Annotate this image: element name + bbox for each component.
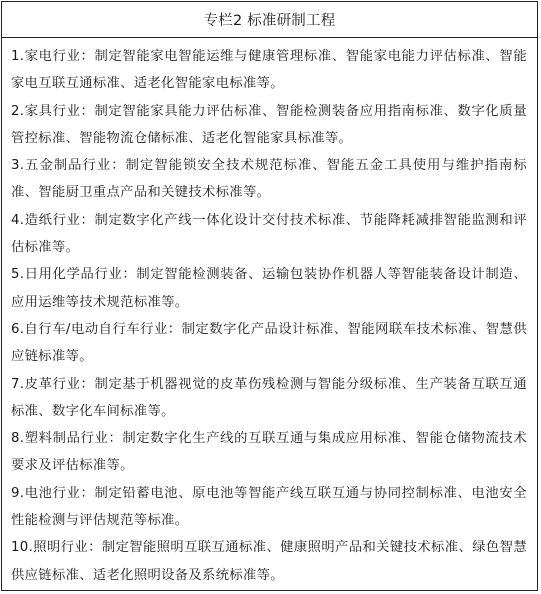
- list-item-lighting: 10.照明行业：制定智能照明互联互通标准、健康照明产品和关键技术标准、绿色智慧供应链标准、适老化照明设备及系统标准等。: [11, 540, 527, 583]
- list-item-bicycles: 6.自行车/电动自行车行业：制定数字化产品设计标准、智能网联车技术标准、智慧供应链标准等。: [11, 321, 527, 365]
- list-item-appliances: 1.家电行业：制定智能家电智能运维与健康管理标准、智能家电能力评估标准、智能家电互联互通标准、适老化智能家电标准等。: [11, 49, 527, 92]
- list-item-furniture: 2.家具行业：制定智能家具能力评估标准、智能检测装备应用指南标准、数字化质量管控标准、智能物流仓储标准、适老化智能家具标准等。: [11, 103, 527, 146]
- list-item-leather: 7.皮革行业：制定基于机器视觉的皮革伤残检测与智能分级标准、生产装备互联互通标准、数字化车间标准等。: [11, 376, 527, 419]
- standards-box: [1, 1, 538, 591]
- list-item-hardware: 3.五金制品行业：制定智能锁安全技术规范标准、智能五金工具使用与维护指南标准、智能厨卫重点产品和关键技术标准等。: [11, 158, 527, 201]
- list-item-daily-chemicals: 5.日用化学品行业：制定智能检测装备、运输包装协作机器人等智能装备设计制造、应用运维等技术规范标准等。: [11, 267, 527, 310]
- list-item-plastics: 8.塑料制品行业：制定数字化生产线的互联互通与集成应用标准、智能仓储物流技术要求及评估标准等。: [11, 431, 527, 474]
- item-list: [2, 38, 537, 589]
- box-title: 专栏2 标准研制工程: [2, 2, 537, 38]
- list-item-batteries: 9.电池行业：制定铅蓄电池、原电池等智能产线互联互通与协同控制标准、电池安全性能检测与评估规范等标准。: [11, 485, 527, 529]
- list-item-papermaking: 4.造纸行业：制定数字化产线一体化设计交付技术标准、节能降耗减排智能监测和评估标准等。: [11, 212, 527, 256]
